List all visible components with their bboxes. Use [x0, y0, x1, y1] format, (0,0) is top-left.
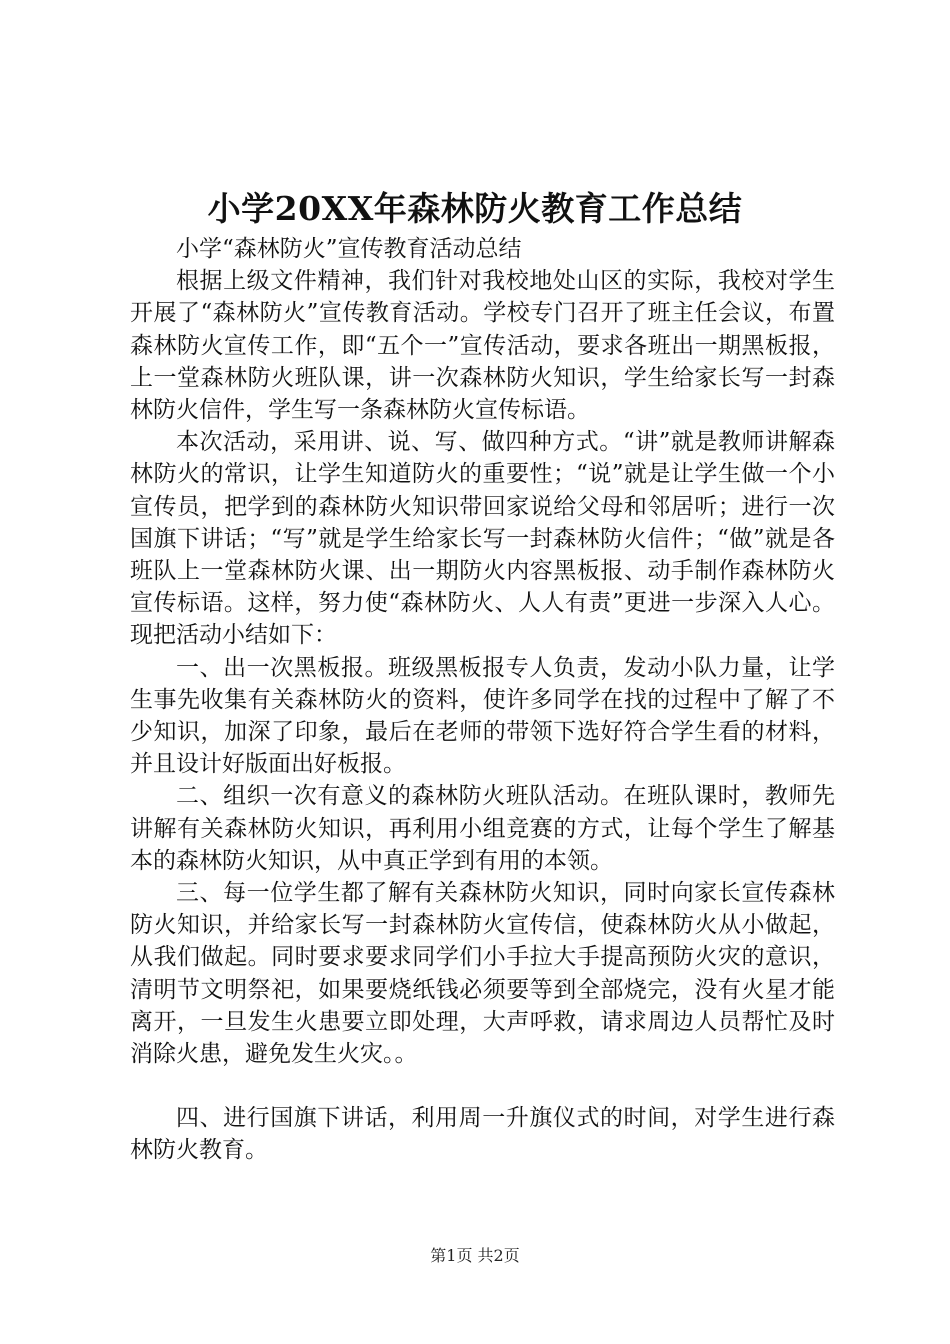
document-body — [130, 233, 835, 1167]
document-title: 小学20XX年森林防火教育工作总结 — [207, 189, 743, 228]
paragraph-item-3: 三、每一位学生都了解有关森林防火知识，同时向家长宣传森林防火知识，并给家长写一封森林防火宣传信，使森林防火从小做起，从我们做起。同时要求要求同学们小手拉大手提高预防火灾的意识，清明节文明祭祀，如果要烧纸钱必须要等到全部烧完，没有火星才能离开，一旦发生火患要立即处理，大声呼救，请求周边人员帮忙及时消除火患，避免发生火灾。。 — [130, 880, 835, 1068]
paragraph-item-1: 一、出一次黑板报。班级黑板报专人负责，发动小队力量，让学生事先收集有关森林防火的资料，使许多同学在找的过程中了解了不少知识，加深了印象，最后在老师的带领下选好符合学生看的材料，并且设计好版面出好板报。 — [130, 654, 835, 778]
paragraph-item-2: 二、组织一次有意义的森林防火班队活动。在班队课时，教师先讲解有关森林防火知识，再利用小组竞赛的方式，让每个学生了解基本的森林防火知识，从中真正学到有用的本领。 — [130, 783, 835, 874]
page-footer: 第1页 共2页 — [430, 1246, 520, 1265]
paragraph-methods: 本次活动，采用讲、说、写、做四种方式。“讲”就是教师讲解森林防火的常识，让学生知道防火的重要性；“说”就是让学生做一个小宣传员，把学到的森林防火知识带回家说给父母和邻居听；进行一次国旗下讲话；“写”就是学生给家长写一封森林防火信件；“做”就是各班队上一堂森林防火课、出一期防火内容黑板报、动手制作森林防火宣传标语。这样，努力使“森林防火、人人有责”更进一步深入人心。现把活动小结如下： — [130, 429, 835, 649]
paragraph-intro: 根据上级文件精神，我们针对我校地处山区的实际，我校对学生开展了“森林防火”宣传教育活动。学校专门召开了班主任会议，布置森林防火宣传工作，即“五个一”宣传活动，要求各班出一期黑板报，上一堂森林防火班队课，讲一次森林防火知识，学生给家长写一封森林防火信件，学生写一条森林防火宣传标语。 — [130, 268, 835, 424]
paragraph-item-4: 四、进行国旗下讲话，利用周一升旗仪式的时间，对学生进行森林防火教育。 — [130, 1105, 835, 1164]
paragraph-subtitle: 小学“森林防火”宣传教育活动总结 — [176, 236, 522, 262]
